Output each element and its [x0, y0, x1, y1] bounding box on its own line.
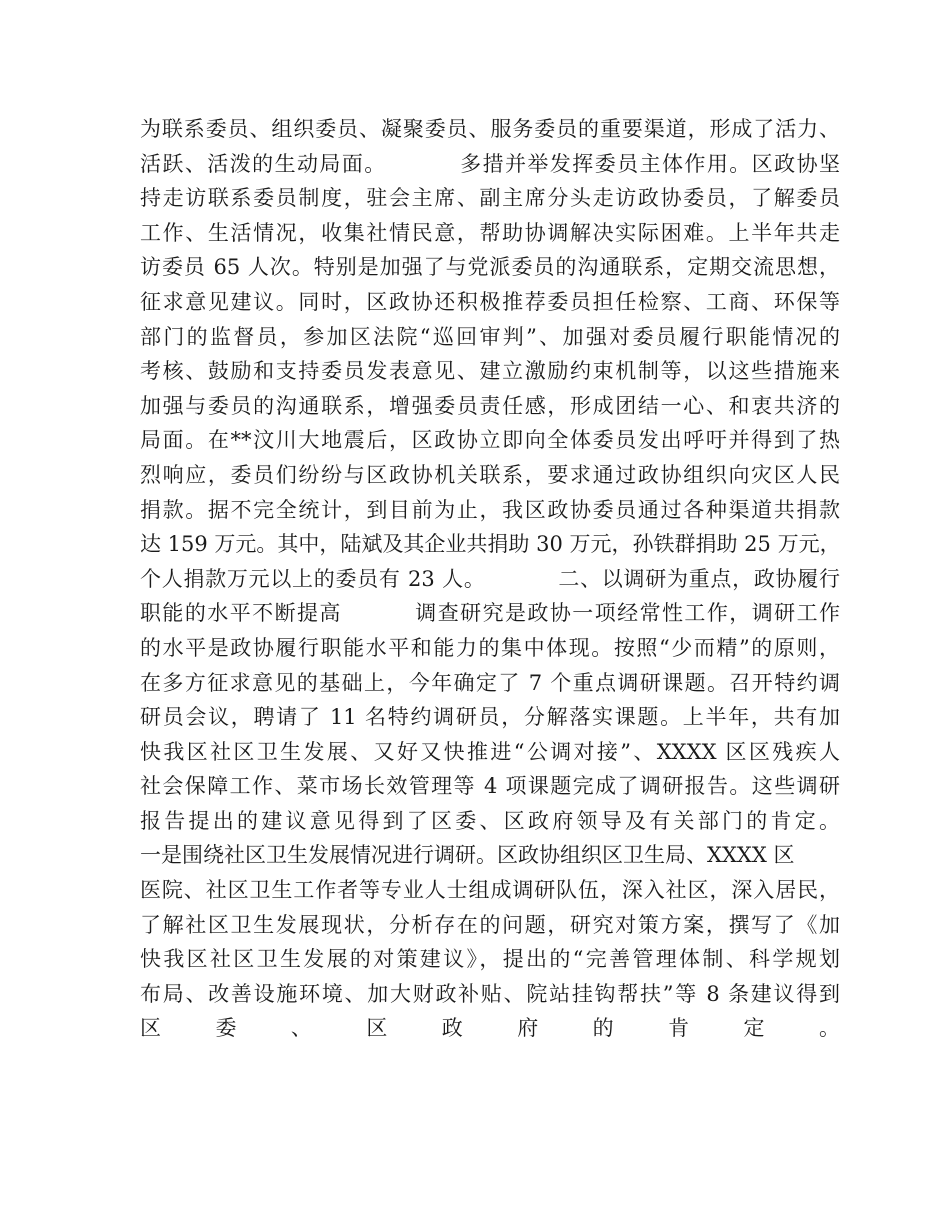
section-heading: 职能的水平不断提高 [140, 601, 342, 626]
text-line: 为联系委员、组织委员、凝聚委员、服务委员的重要渠道，形成了活力、 [140, 117, 840, 141]
text-line: 一是围绕社区卫生发展情况进行调研。区政协组织区卫生局、XXXX 区 [140, 843, 795, 868]
text-segment: 活跃、活泼的生动局面。 [140, 151, 387, 176]
text-line: 局面。在**汶川大地震后，区政协立即向全体委员发出呼吁并得到了热 [140, 428, 840, 453]
text-line: 烈响应，委员们纷纷与区政协机关联系，要求通过政协组织向灾区人民 [140, 462, 840, 487]
text-segment: 个人捐款万元以上的委员有 23 人。 [140, 566, 486, 591]
text-line: 了解社区卫生发展现状，分析存在的问题，研究对策方案，撰写了《加 [140, 912, 840, 937]
body-text [140, 112, 840, 1081]
text-line: 社会保障工作、菜市场长效管理等 4 项课题完成了调研报告。这些调研 [140, 774, 840, 799]
text-line: 访委员 65 人次。特别是加强了与党派委员的沟通联系，定期交流思想， [140, 255, 840, 280]
text-line: 工作、生活情况，收集社情民意，帮助协调解决实际困难。上半年共走 [140, 220, 840, 245]
text-line: 区委、区政府的肯定。 [140, 1016, 840, 1041]
text-line: 持走访联系委员制度，驻会主席、副主席分头走访政协委员，了解委员 [140, 186, 840, 211]
text-line: 报告提出的建议意见得到了区委、区政府领导及有关部门的肯定。 [140, 808, 840, 833]
text-line: 部门的监督员，参加区法院“巡回审判”、加强对委员履行职能情况的 [140, 324, 840, 349]
text-line: 的水平是政协履行职能水平和能力的集中体现。按照“少而精”的原则， [140, 635, 840, 660]
text-line: 考核、鼓励和支持委员发表意见、建立激励约束机制等，以这些措施来 [140, 359, 840, 384]
text-line: 加强与委员的沟通联系，增强委员责任感，形成团结一心、和衷共济的 [140, 393, 840, 418]
section-heading: 二、以调研为重点，政协履行 [557, 566, 841, 591]
text-line: 布局、改善设施环境、加大财政补贴、院站挂钩帮扶”等 8 条建议得到 [140, 981, 840, 1006]
text-segment: 调查研究是政协一项经常性工作，调研工作 [413, 601, 841, 626]
text-line: 捐款。据不完全统计，到目前为止，我区政协委员通过各种渠道共捐款 [140, 497, 840, 522]
text-segment: 多措并举发挥委员主体作用。区政协坚 [458, 151, 841, 176]
text-line: 在多方征求意见的基础上，今年确定了 7 个重点调研课题。召开特约调 [140, 670, 840, 695]
text-line: 研员会议，聘请了 11 名特约调研员，分解落实课题。上半年，共有加 [140, 705, 840, 730]
text-line: 医院、社区卫生工作者等专业人士组成调研队伍，深入社区，深入居民， [140, 878, 840, 903]
text-line [140, 562, 840, 597]
text-line: 达 159 万元。其中，陆斌及其企业共捐助 30 万元，孙铁群捐助 25 万元， [140, 532, 841, 557]
text-line: 快我区社区卫生发展、又好又快推进“公调对接”、XXXX 区区残疾人 [140, 739, 840, 764]
text-line [140, 596, 840, 631]
text-line: 快我区社区卫生发展的对策建议》，提出的“完善管理体制、科学规划 [140, 947, 840, 972]
text-line [140, 1046, 840, 1081]
text-line: 征求意见建议。同时，区政协还积极推荐委员担任检察、工商、环保等 [140, 289, 840, 314]
text-line [140, 147, 840, 182]
